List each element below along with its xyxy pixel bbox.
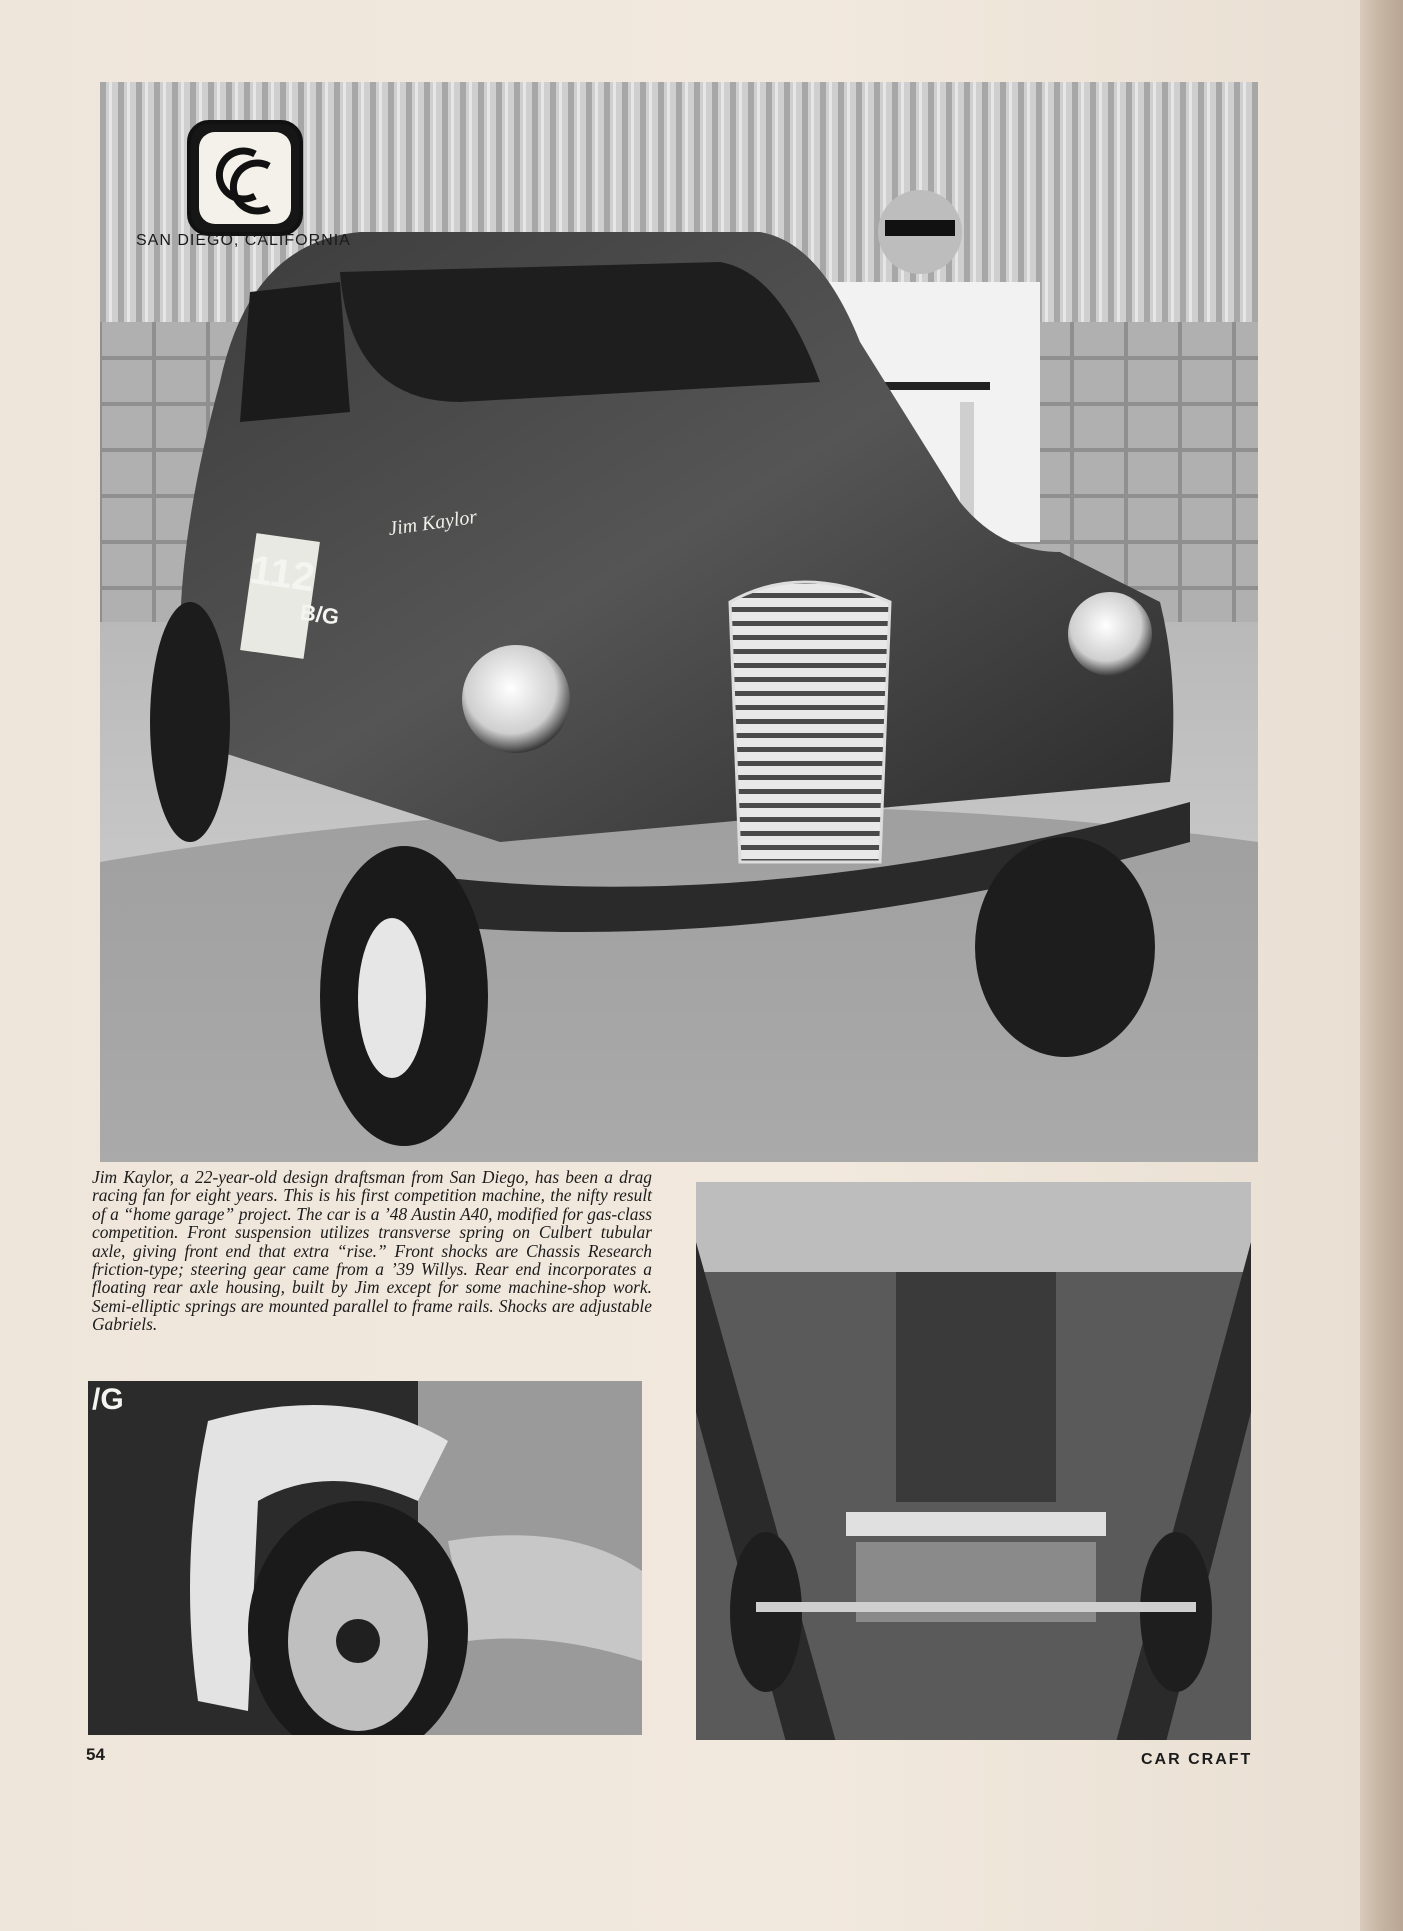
chassis-underside-photo	[696, 1182, 1251, 1740]
magazine-name: CAR CRAFT	[1141, 1751, 1253, 1768]
article-caption: Jim Kaylor, a 22-year-old design draftsman from San Diego, has been a drag racing fan for eight years. This is his first competition machine, the nifty result of a “home garage” project. The car is a ’48 Austin A40, modified for gas-class competition. Front suspension utilizes transverse spring on Culbert tubular axle, giving front end that extra “rise.” Front shocks are Chassis Research friction-type; steering gear came from a ’39 Willys. Rear end incorporates a floating rear axle housing, built by Jim except for some machine-shop work. Semi-elliptic springs are mounted parallel to frame rails. Shocks are adjustable Gabriels.	[92, 1167, 652, 1335]
rear-wheel-photo	[88, 1381, 642, 1735]
cc-monogram-icon	[203, 136, 287, 220]
driver-signature: Jim Kaylor	[386, 505, 479, 541]
main-photo-austin-a40	[100, 82, 1258, 1162]
page-number: 54	[86, 1745, 105, 1764]
rear-wheel-illustration	[88, 1381, 642, 1735]
car-craft-cc-logo	[187, 120, 303, 236]
chassis-illustration	[696, 1182, 1251, 1740]
page-binding-edge	[1360, 0, 1403, 1931]
car-class: B/G	[298, 599, 341, 630]
location-label: SAN DIEGO, CALIFORNIA	[136, 232, 351, 249]
door-lettering-fragment: /G	[92, 1383, 124, 1416]
car-number: 112	[247, 547, 318, 601]
